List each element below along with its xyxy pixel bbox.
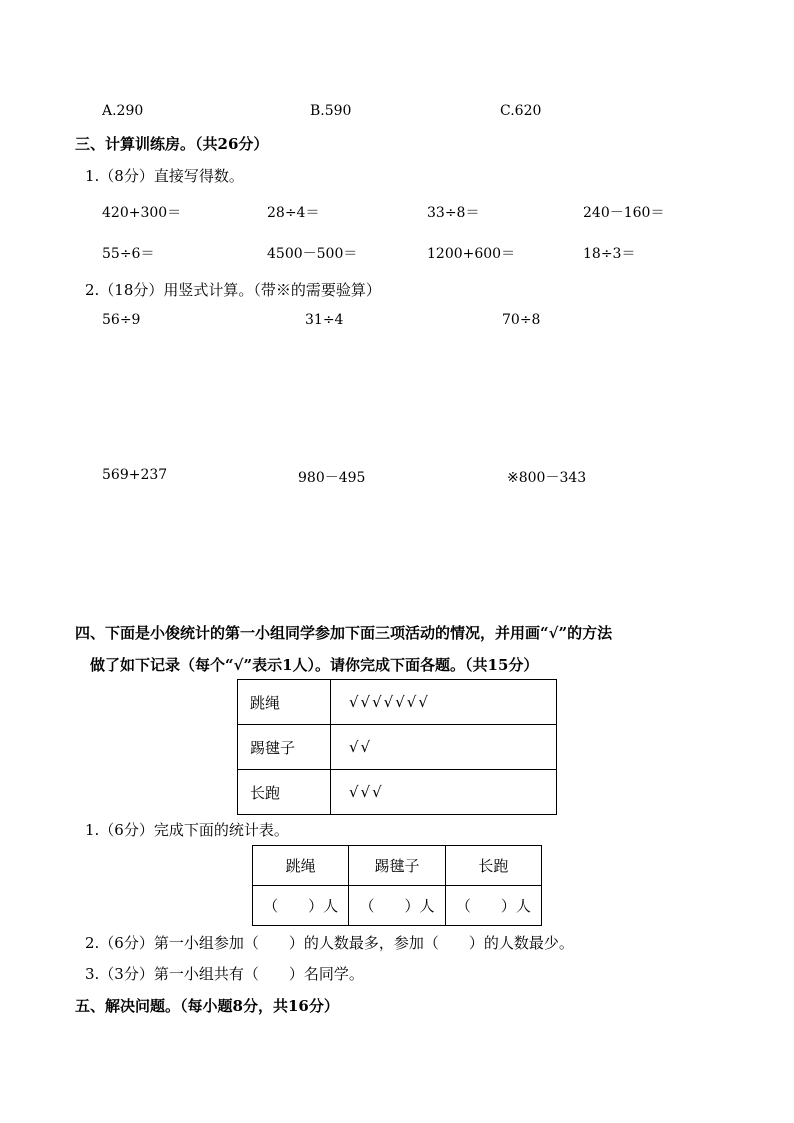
activity-label: 长跑 [238, 770, 331, 815]
table-row [253, 886, 542, 926]
section3-part1-title: 1.（8分）直接写得数。 [85, 167, 244, 185]
stat-header: 长跑 [445, 846, 541, 886]
stat-header: 跳绳 [253, 846, 349, 886]
calc-item: 18÷3＝ [583, 246, 636, 262]
record-table [237, 679, 557, 815]
activity-label: 踢毽子 [238, 725, 331, 770]
section4-q1: 1.（6分）完成下面的统计表。 [85, 821, 289, 839]
calc-item: 4500－500＝ [267, 246, 358, 262]
section3-part2-title: 2.（18分）用竖式计算。（带※的需要验算） [85, 281, 381, 299]
tally-marks: √√ [331, 725, 557, 770]
vertical-calc-item: 569+237 [102, 467, 168, 483]
activity-label: 跳绳 [238, 680, 331, 725]
vertical-calc-item: ※800－343 [507, 470, 587, 486]
vertical-calc-item: 980－495 [298, 470, 366, 486]
tally-marks: √√√ [331, 770, 557, 815]
answer-blank[interactable]: （ ）人 [445, 886, 541, 926]
calc-item: 420+300＝ [102, 205, 182, 221]
calc-item: 55÷6＝ [102, 246, 155, 262]
option-c: C.620 [500, 103, 542, 119]
answer-blank[interactable]: （ ）人 [253, 886, 349, 926]
calc-item: 240－160＝ [583, 205, 665, 221]
vertical-calc-item: 56÷9 [102, 312, 141, 328]
vertical-calc-item: 31÷4 [305, 312, 344, 328]
section4-q3: 3.（3分）第一小组共有（ ）名同学。 [85, 965, 364, 983]
section4-q2: 2.（6分）第一小组参加（ ）的人数最多，参加（ ）的人数最少。 [85, 934, 574, 952]
stat-header: 踢毽子 [349, 846, 445, 886]
table-row [238, 725, 557, 770]
calc-item: 28÷4＝ [267, 205, 320, 221]
table-row [238, 770, 557, 815]
vertical-calc-item: 70÷8 [502, 312, 541, 328]
section5-title: 五、解决问题。（每小题8分，共16分） [75, 997, 339, 1015]
calc-item: 1200+600＝ [427, 246, 516, 262]
section4-title-line1: 四、下面是小俊统计的第一小组同学参加下面三项活动的情况，并用画“√”的方法 [75, 624, 613, 642]
section4-title-line2: 做了如下记录（每个“√”表示1人）。请你完成下面各题。（共15分） [90, 656, 539, 674]
section3-title: 三、计算训练房。（共26分） [75, 135, 269, 153]
tally-marks: √√√√√√√ [331, 680, 557, 725]
table-row [253, 846, 542, 886]
calc-item: 33÷8＝ [427, 205, 480, 221]
option-a: A.290 [102, 103, 144, 119]
answer-blank[interactable]: （ ）人 [349, 886, 445, 926]
option-b: B.590 [310, 103, 352, 119]
table-row [238, 680, 557, 725]
stat-table [252, 845, 542, 926]
